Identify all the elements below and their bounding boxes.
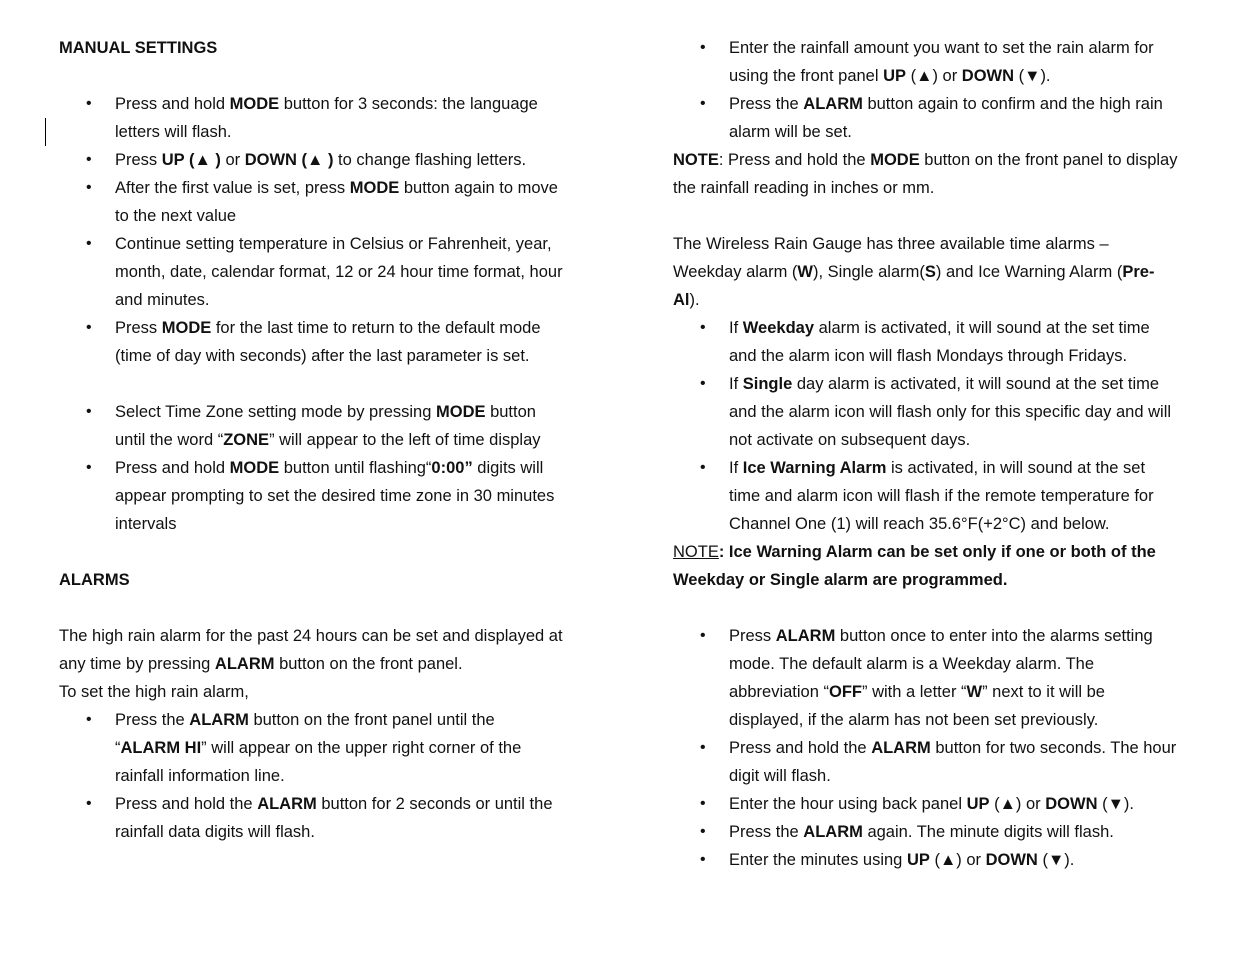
bold-run: DOWN [1045,795,1098,813]
list-item [673,314,1178,370]
bold-run: UP [883,67,907,85]
list-item [673,790,1178,818]
list-item [59,790,564,846]
text-run: If [729,459,743,477]
text-run: digits will appear prompting to set the desired time zone in 30 minutes intervals [115,459,555,533]
rain-alarm-list [59,706,564,846]
text-run: Press [115,319,162,337]
note-ice-warning [673,538,1178,594]
text-run: If [729,375,743,393]
list-item [673,846,1178,874]
bold-run: MODE [436,403,486,421]
bold-run: W [797,263,813,281]
list-item [673,454,1178,538]
bold-run: Pre-Al [673,263,1155,309]
bold-run: ALARM [257,795,317,813]
text-run: Press the [729,95,804,113]
text-run: (▲) or [929,851,986,869]
text-run: button for two seconds. The hour digit will flash. [729,739,1177,785]
text-run: ) and Ice Warning Alarm ( [935,263,1123,281]
text-run: again. The minute digits will flash. [862,823,1114,841]
bold-run: ALARM [803,95,863,113]
to-set-line: To set the high rain alarm, [59,683,249,701]
text-run: Select Time Zone setting mode by pressing [115,403,436,421]
text-run: or [220,151,245,169]
manual-settings-heading: MANUAL SETTINGS [59,39,218,57]
left-column [59,34,564,846]
bold-run: ALARM [214,655,275,673]
list-item [673,818,1178,846]
note-text: : Ice Warning Alarm can be set only if one or both of the Weekday or Single alarm are programmed. [673,543,1156,589]
text-run: (▲) or [906,67,962,85]
bold-run: Single [742,375,793,393]
bold-run: DOWN [985,851,1038,869]
text-run: If [729,319,743,337]
text-run: button for 2 seconds or until the rainfall data digits will flash. [115,795,553,841]
text-run: Enter the minutes using [729,851,907,869]
time-zone-list [59,398,564,538]
bold-run: MODE [161,319,212,337]
text-run: ). [689,291,700,309]
list-item [673,622,1178,734]
list-item [59,146,564,174]
text-run: After the first value is set, press [115,179,350,197]
text-run: Press [115,151,162,169]
text-run: button until flashing“ [279,459,432,477]
bold-run: DOWN (▲ ) [244,151,334,169]
list-item [673,34,1178,90]
text-run: button for 3 seconds: the language letters will flash. [115,95,538,141]
text-run: day alarm is activated, it will sound at the set time and the alarm icon will flash only for this specific day and will not activate on subsequent days. [729,375,1172,449]
manual-settings-list [59,90,564,370]
bold-run: ALARM [803,823,863,841]
list-item [59,454,564,538]
alarm-types-list [673,314,1178,538]
text-run: button once to enter into the alarms setting mode. The default alarm is a Weekday alarm. The abbreviation “ [729,627,1153,701]
bold-run: UP [906,851,930,869]
alarm-setting-list [673,622,1178,874]
text-run: ” will appear to the left of time display [269,431,541,449]
text-run: button until the word “ [115,403,536,449]
list-item [59,706,564,790]
bold-run: NOTE [673,151,719,169]
text-run: Enter the rainfall amount you want to set the rain alarm for using the front panel [729,39,1154,85]
text-run: alarm is activated, it will sound at the set time and the alarm icon will flash Mondays through Fridays. [729,319,1150,365]
rain-alarm-list-continued [673,34,1178,146]
bold-run: Weekday [742,319,815,337]
bold-run: ZONE [223,431,270,449]
alarms-heading: ALARMS [59,571,130,589]
bold-run: ALARM [775,627,836,645]
text-run: button on the front panel. [274,655,463,673]
bold-run: ALARM HI [120,739,202,757]
text-run: Press [729,627,776,645]
list-item [59,174,564,230]
text-run: (▼). [1097,795,1134,813]
bold-run: MODE [349,179,400,197]
text-run: to change flashing letters. [333,151,527,169]
bold-run: S [924,263,936,281]
text-run: The Wireless Rain Gauge has three available time alarms – Weekday alarm ( [673,235,1109,281]
text-run: button again to confirm and the high rain alarm will be set. [729,95,1163,141]
bold-run: MODE [870,151,920,169]
bold-run: OFF [828,683,862,701]
text-run: is activated, in will sound at the set time and alarm icon will flash if the remote temperature for Channel One (1) will reach 35.6°F(+2°C) and below. [729,459,1154,533]
bold-run: Ice Warning Alarm [742,459,887,477]
bold-run: UP (▲ ) [161,151,221,169]
text-run: button on the front panel to display the rainfall reading in inches or mm. [673,151,1178,197]
list-item [59,398,564,454]
bold-run: 0:00” [431,459,473,477]
list-item [673,90,1178,146]
bold-run: MODE [229,95,280,113]
text-run: Press the [115,711,190,729]
bold-run: MODE [229,459,280,477]
text-cursor [45,118,46,146]
list-item [673,370,1178,454]
alarms-intro [59,622,564,678]
bold-run: UP [966,795,990,813]
text-run: (▼). [1014,67,1051,85]
note-label: NOTE [673,543,719,561]
text-run: ), Single alarm( [812,263,925,281]
text-run: for the last time to return to the default mode (time of day with seconds) after the last parameter is set. [115,319,541,365]
text-run: Continue setting temperature in Celsius or Fahrenheit, year, month, date, calendar format, 12 or 24 hour time format, hour and minutes. [115,235,563,309]
time-alarms-intro [673,230,1178,314]
text-run: ” with a letter “ [861,683,967,701]
bold-run: W [966,683,983,701]
text-run: Press the [729,823,804,841]
text-run: button again to move to the next value [115,179,558,225]
text-run: button on the front panel until the “ [115,711,495,757]
text-run: The high rain alarm for the past 24 hours can be set and displayed at any time by pressing [59,627,563,673]
text-run: ” will appear on the upper right corner of the rainfall information line. [115,739,522,785]
text-run: Enter the hour using back panel [729,795,967,813]
list-item [59,314,564,370]
text-run: Press and hold [115,95,230,113]
list-item [59,230,564,314]
text-run: Press and hold the [729,739,872,757]
text-run: (▼). [1037,851,1075,869]
text-run: : Press and hold the [718,151,871,169]
bold-run: DOWN [961,67,1015,85]
text-run: Press and hold [115,459,230,477]
text-run: ” next to it will be displayed, if the alarm has not been set previously. [729,683,1105,729]
bold-run: ALARM [871,739,931,757]
list-item [59,90,564,146]
text-run: Press and hold the [115,795,258,813]
list-item [673,734,1178,790]
right-column [673,34,1178,874]
note-rainfall-units [673,146,1178,202]
text-run: (▲) or [989,795,1046,813]
bold-run: ALARM [189,711,249,729]
